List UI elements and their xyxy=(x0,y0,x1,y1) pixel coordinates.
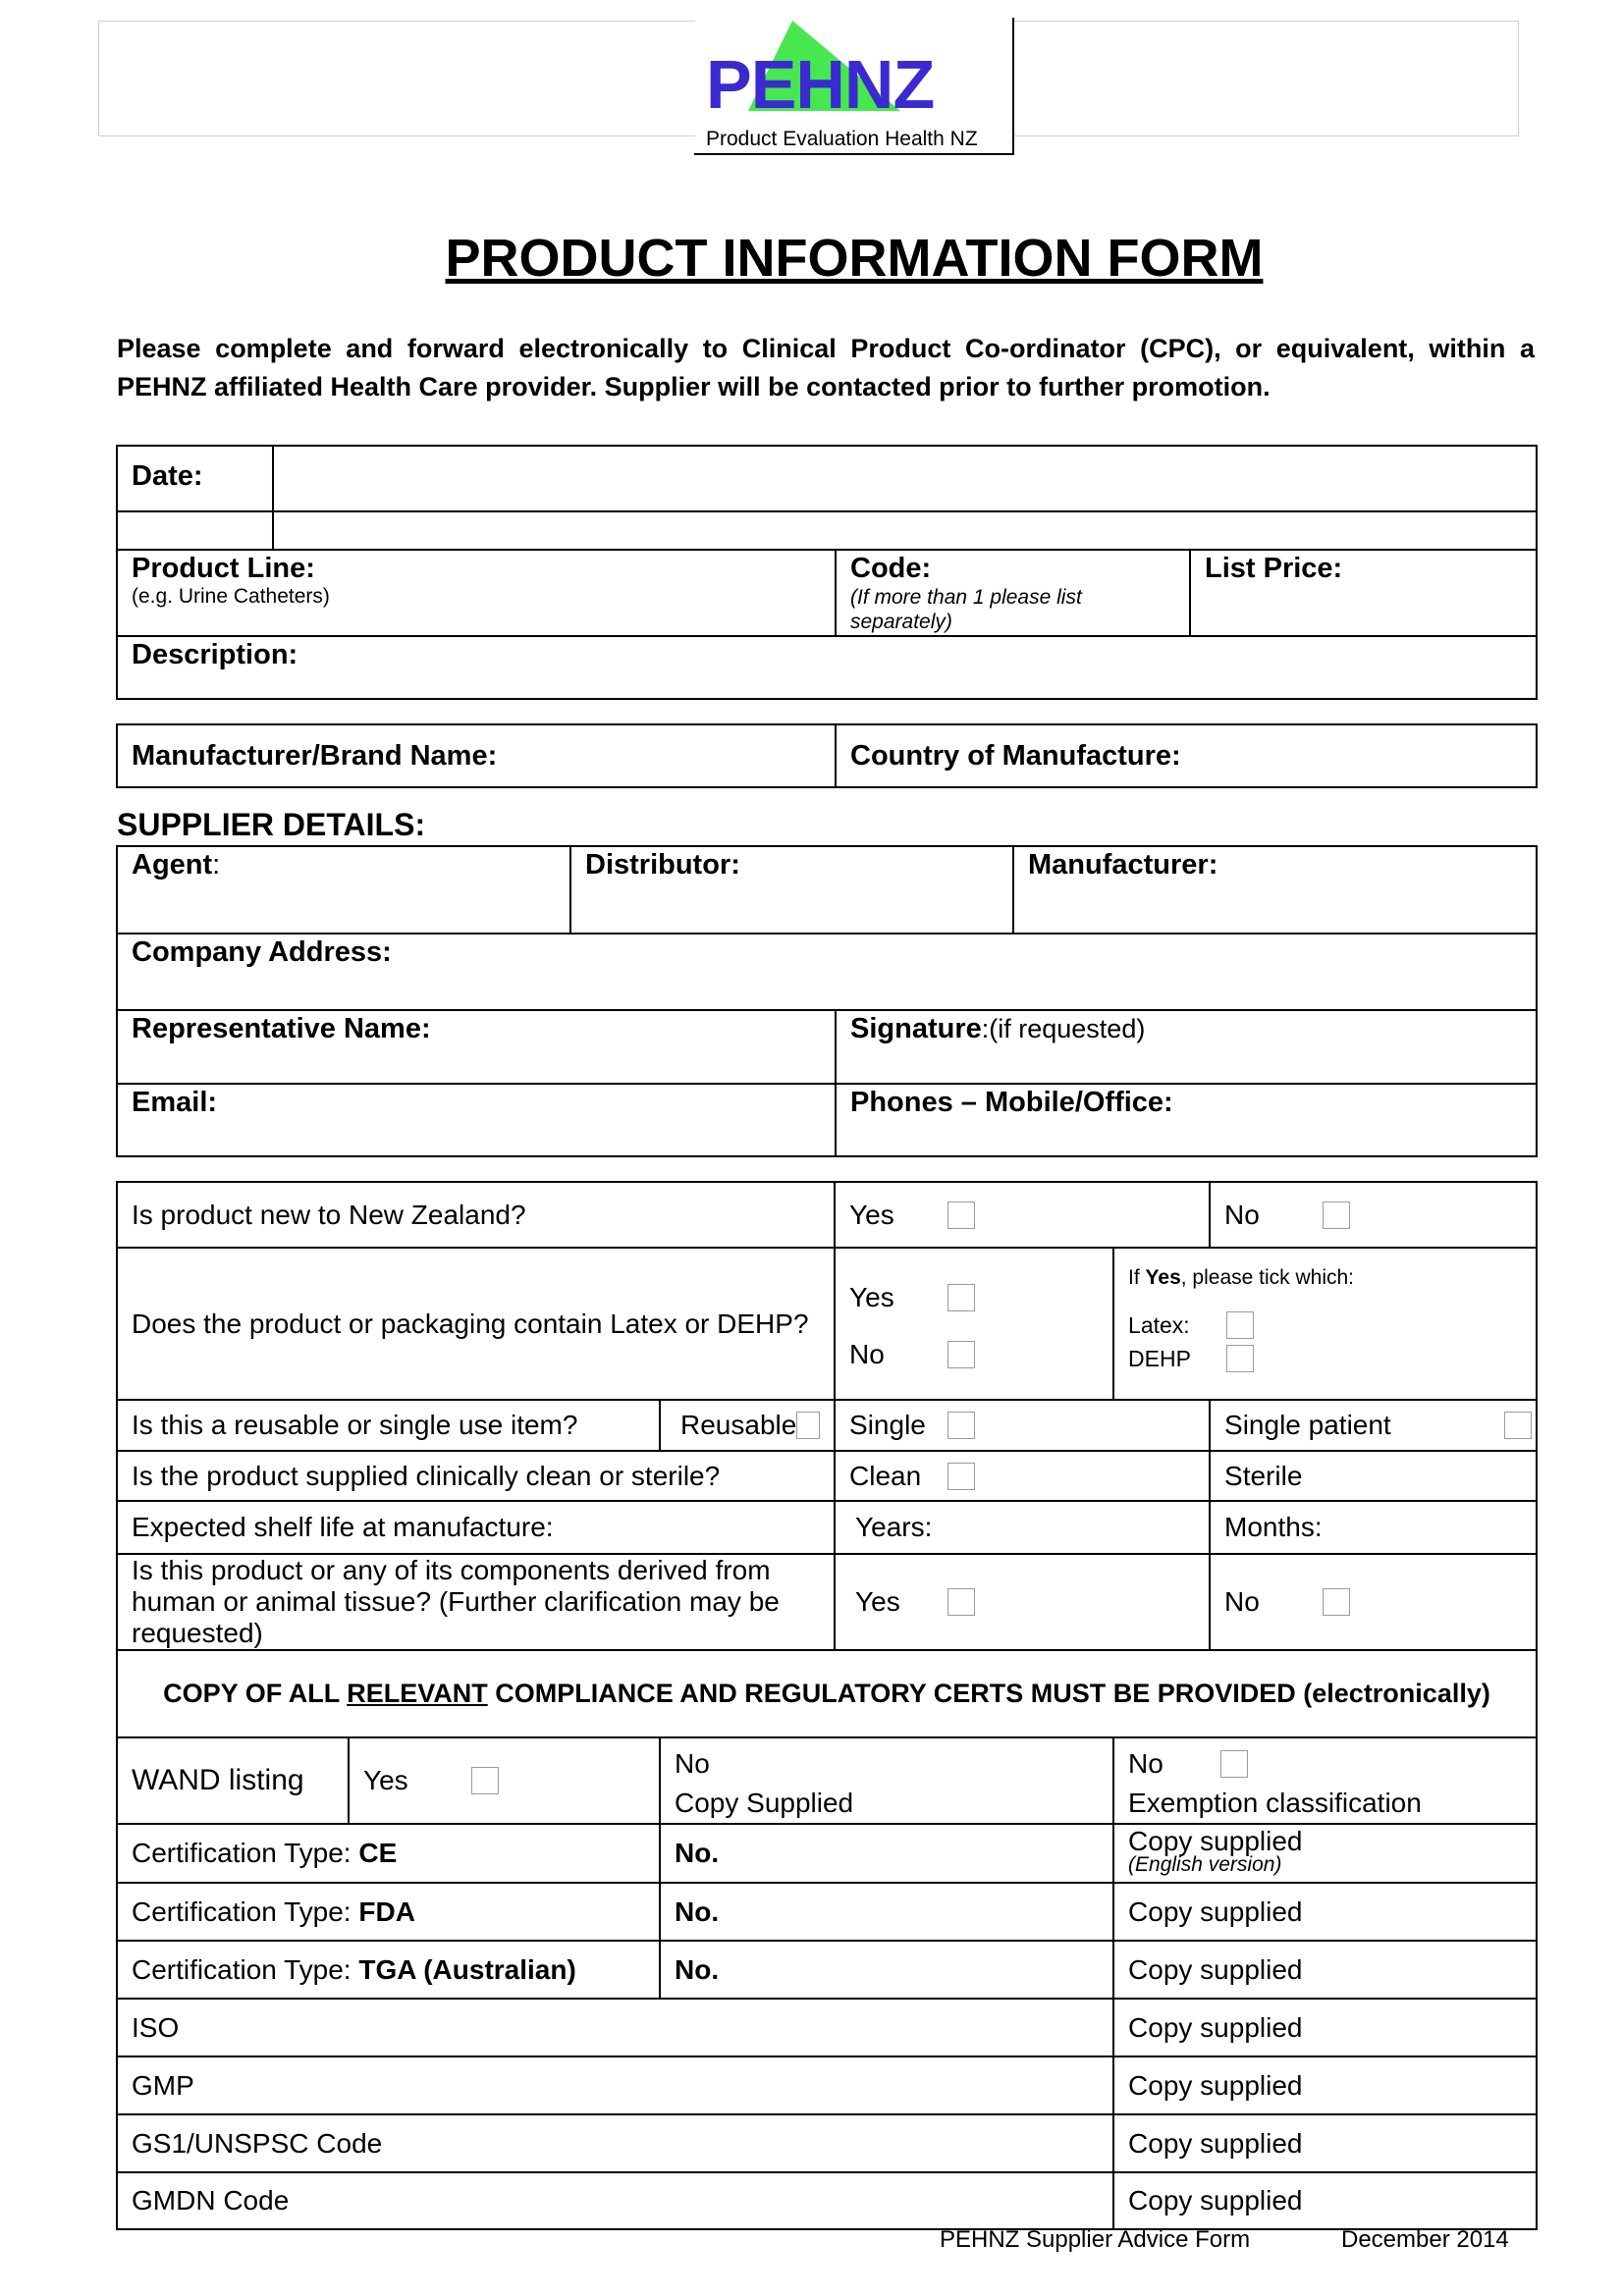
q-shelf xyxy=(117,1501,835,1554)
cert-fda-copy-label: Copy supplied xyxy=(1128,1896,1303,1927)
tissue-yes-label: Yes xyxy=(855,1586,900,1617)
clean-checkbox[interactable] xyxy=(947,1463,975,1490)
cert-gmp-copy[interactable] xyxy=(1113,2056,1537,2114)
header-right-box xyxy=(1012,21,1519,136)
q-tissue xyxy=(117,1554,835,1650)
exemption-label: Exemption classification xyxy=(1128,1788,1422,1818)
cert-fda-name: FDA xyxy=(358,1896,415,1927)
product-table xyxy=(116,445,1538,700)
q-latex-yes-checkbox[interactable] xyxy=(947,1284,975,1311)
cert-gmdn-copy-label: Copy supplied xyxy=(1128,2185,1303,2216)
supplier-table xyxy=(116,845,1538,1157)
wand-listing xyxy=(117,1737,349,1824)
distributor-label: Distributor: xyxy=(585,849,740,881)
wand-yes[interactable] xyxy=(349,1737,660,1824)
single-patient-option[interactable] xyxy=(1210,1400,1537,1451)
country-field[interactable] xyxy=(836,724,1537,787)
wand-listing-label: WAND listing xyxy=(132,1764,304,1796)
q-latex-which[interactable] xyxy=(1113,1248,1537,1400)
q-clean-text: Is the product supplied clinically clean or sterile? xyxy=(132,1460,721,1491)
questions-table xyxy=(116,1181,1538,2230)
cert-fda xyxy=(117,1883,660,1941)
date-label: Date: xyxy=(132,460,203,492)
cert-gs1-copy-label: Copy supplied xyxy=(1128,2127,1303,2159)
code-hint: (If more than 1 please list separately) xyxy=(850,586,1082,633)
cert-iso-copy[interactable] xyxy=(1113,1999,1537,2056)
q-latex-yesno[interactable] xyxy=(835,1248,1113,1400)
date-field[interactable] xyxy=(273,446,1537,511)
signature-hint: :(if requested) xyxy=(981,1014,1146,1043)
logo xyxy=(694,18,1014,155)
page-title: PRODUCT INFORMATION FORM xyxy=(445,229,1264,288)
cert-fda-no[interactable] xyxy=(660,1883,1113,1941)
single-patient-label: Single patient xyxy=(1224,1410,1391,1440)
cert-ce-copy[interactable] xyxy=(1113,1824,1537,1883)
cert-tga-name: TGA (Australian) xyxy=(358,1953,576,1985)
cert-fda-no-label: No. xyxy=(675,1896,720,1927)
q-latex-yes-label: Yes xyxy=(849,1282,894,1312)
cert-iso-label: ISO xyxy=(132,2011,180,2043)
agent-colon: : xyxy=(212,849,221,881)
wand-exemption[interactable] xyxy=(1113,1737,1537,1824)
tissue-no[interactable] xyxy=(1210,1554,1537,1650)
q-shelf-text: Expected shelf life at manufacture: xyxy=(132,1512,554,1542)
dehp-checkbox[interactable] xyxy=(1226,1345,1254,1372)
cert-gmp-copy-label: Copy supplied xyxy=(1128,2069,1303,2101)
reusable-option[interactable] xyxy=(660,1400,835,1451)
wand-yes-label: Yes xyxy=(363,1765,408,1795)
company-address-field[interactable] xyxy=(117,934,1537,1010)
wand-no-label: No xyxy=(675,1748,710,1779)
cert-gmdn-copy[interactable] xyxy=(1113,2172,1537,2229)
signature-label: Signature xyxy=(850,1013,982,1044)
supplier-heading: SUPPLIER DETAILS: xyxy=(117,807,426,842)
certs-banner: COPY OF ALL RELEVANT COMPLIANCE AND REGULATORY CERTS MUST BE PROVIDED (electronically) xyxy=(117,1650,1537,1737)
wand-copy-supplied: Copy Supplied xyxy=(675,1788,854,1818)
clean-label: Clean xyxy=(849,1460,922,1491)
wand-yes-checkbox[interactable] xyxy=(471,1767,499,1794)
cert-tga-no-label: No. xyxy=(675,1953,720,1985)
cert-tga-copy-label: Copy supplied xyxy=(1128,1953,1303,1985)
code-field[interactable] xyxy=(836,550,1190,636)
reusable-checkbox[interactable] xyxy=(796,1412,820,1439)
q-new-no-checkbox[interactable] xyxy=(1323,1201,1350,1229)
q-new xyxy=(117,1182,835,1248)
blank-label-cell xyxy=(117,511,273,550)
single-label: Single xyxy=(849,1410,926,1440)
cert-ce-copy-label: Copy supplied xyxy=(1128,1826,1303,1856)
agent-label: Agent xyxy=(132,849,213,881)
product-line-label: Product Line: xyxy=(132,553,315,584)
single-option[interactable] xyxy=(835,1400,1210,1451)
cert-fda-type: Certification Type: xyxy=(132,1896,359,1927)
brand-name-field[interactable] xyxy=(117,724,836,787)
wand-no-copy[interactable] xyxy=(660,1737,1113,1824)
q-clean xyxy=(117,1451,835,1501)
q-new-yes-label: Yes xyxy=(849,1199,894,1230)
latex-checkbox[interactable] xyxy=(1226,1311,1254,1339)
cert-ce-type: Certification Type: xyxy=(132,1838,359,1868)
tissue-yes[interactable] xyxy=(835,1554,1210,1650)
cert-ce-name: CE xyxy=(358,1838,398,1868)
cert-ce xyxy=(117,1824,660,1883)
q-latex-text: Does the product or packaging contain Latex or DEHP? xyxy=(132,1308,809,1339)
cert-gmp[interactable] xyxy=(117,2056,1113,2114)
cert-gs1-copy[interactable] xyxy=(1113,2114,1537,2172)
years-label: Years: xyxy=(855,1512,933,1542)
months-label: Months: xyxy=(1224,1512,1323,1542)
header-left-box xyxy=(98,21,695,136)
phones-label: Phones – Mobile/Office: xyxy=(850,1087,1173,1118)
logo-text: PEHNZ xyxy=(706,46,935,123)
q-latex-no-label: No xyxy=(849,1339,885,1369)
intro-text: Please complete and forward electronically to Clinical Product Co-ordinator (CPC), or equivalent, within a PEHNZ affiliated Health Care provider. Supplier will be contacted prior to further promotion. xyxy=(117,334,1535,401)
country-label: Country of Manufacture: xyxy=(850,739,1181,772)
code-label: Code: xyxy=(850,553,932,584)
cert-ce-no-label: No. xyxy=(675,1838,720,1868)
email-label: Email: xyxy=(132,1087,218,1118)
q-new-yes-checkbox[interactable] xyxy=(947,1201,975,1229)
cert-iso-copy-label: Copy supplied xyxy=(1128,2011,1303,2043)
clean-option[interactable] xyxy=(835,1451,1210,1501)
years-field[interactable] xyxy=(835,1501,1210,1554)
footer-form-name: PEHNZ Supplier Advice Form xyxy=(940,2226,1251,2253)
cert-tga xyxy=(117,1941,660,1999)
sterile-label: Sterile xyxy=(1224,1460,1303,1491)
wand-exemption-no-label: No xyxy=(1128,1748,1163,1779)
rep-name-label: Representative Name: xyxy=(132,1013,431,1044)
product-line-field[interactable] xyxy=(117,550,836,636)
logo-subtitle: Product Evaluation Health NZ xyxy=(706,128,978,150)
cert-gs1[interactable] xyxy=(117,2114,1113,2172)
single-checkbox[interactable] xyxy=(947,1412,975,1439)
q-new-no[interactable] xyxy=(1210,1182,1537,1248)
q-new-text: Is product new to New Zealand? xyxy=(132,1199,526,1230)
q-reusable-text: Is this a reusable or single use item? xyxy=(132,1410,578,1440)
product-line-hint: (e.g. Urine Catheters) xyxy=(132,585,330,608)
q-new-yes[interactable] xyxy=(835,1182,1210,1248)
tissue-no-checkbox[interactable] xyxy=(1323,1588,1350,1616)
rep-name-field[interactable] xyxy=(117,1010,836,1084)
cert-ce-no[interactable] xyxy=(660,1824,1113,1883)
description-field[interactable] xyxy=(117,636,1537,699)
sterile-option[interactable] xyxy=(1210,1451,1537,1501)
tissue-no-label: No xyxy=(1224,1586,1260,1617)
cert-iso[interactable] xyxy=(117,1999,1113,2056)
cert-gs1-label: GS1/UNSPSC Code xyxy=(132,2127,383,2159)
manufacturer-table xyxy=(116,723,1538,788)
q-latex-no-checkbox[interactable] xyxy=(947,1341,975,1368)
cert-tga-no[interactable] xyxy=(660,1941,1113,1999)
wand-exemption-checkbox[interactable] xyxy=(1220,1750,1248,1778)
cert-ce-english: (English version) xyxy=(1128,1853,1282,1876)
q-reusable xyxy=(117,1400,660,1451)
date-label-cell xyxy=(117,446,273,511)
latex-label: Latex: xyxy=(1128,1311,1190,1338)
reusable-label: Reusable xyxy=(680,1410,797,1440)
footer-date: December 2014 xyxy=(1341,2226,1509,2253)
cert-tga-copy[interactable] xyxy=(1113,1941,1537,1999)
q-latex xyxy=(117,1248,835,1400)
list-price-field[interactable] xyxy=(1190,550,1537,636)
q-tissue-text: Is this product or any of its components derived from human or animal tissue? (Further clarification may be requested) xyxy=(132,1555,780,1648)
single-patient-checkbox[interactable] xyxy=(1504,1412,1532,1439)
dehp-label: DEHP xyxy=(1128,1345,1191,1371)
cert-gmdn-label: GMDN Code xyxy=(132,2185,290,2216)
cert-gmdn[interactable] xyxy=(117,2172,1113,2229)
if-yes-note: If Yes, please tick which: xyxy=(1128,1266,1355,1289)
brand-name-label: Manufacturer/Brand Name: xyxy=(132,739,498,772)
distributor-field[interactable] xyxy=(570,846,1013,934)
months-field[interactable] xyxy=(1210,1501,1537,1554)
cert-fda-copy[interactable] xyxy=(1113,1883,1537,1941)
q-new-no-label: No xyxy=(1224,1199,1260,1230)
phones-field[interactable] xyxy=(836,1084,1537,1156)
email-field[interactable] xyxy=(117,1084,836,1156)
signature-field[interactable] xyxy=(836,1010,1537,1084)
cert-gmp-label: GMP xyxy=(132,2069,194,2101)
blank-field[interactable] xyxy=(273,511,1537,550)
manufacturer-field[interactable] xyxy=(1013,846,1537,934)
cert-tga-type: Certification Type: xyxy=(132,1953,359,1985)
company-address-label: Company Address: xyxy=(132,936,392,968)
manufacturer-label: Manufacturer: xyxy=(1028,849,1218,881)
tissue-yes-checkbox[interactable] xyxy=(947,1588,975,1616)
description-label: Description: xyxy=(132,639,298,670)
list-price-label: List Price: xyxy=(1205,553,1343,584)
agent-field[interactable] xyxy=(117,846,570,934)
